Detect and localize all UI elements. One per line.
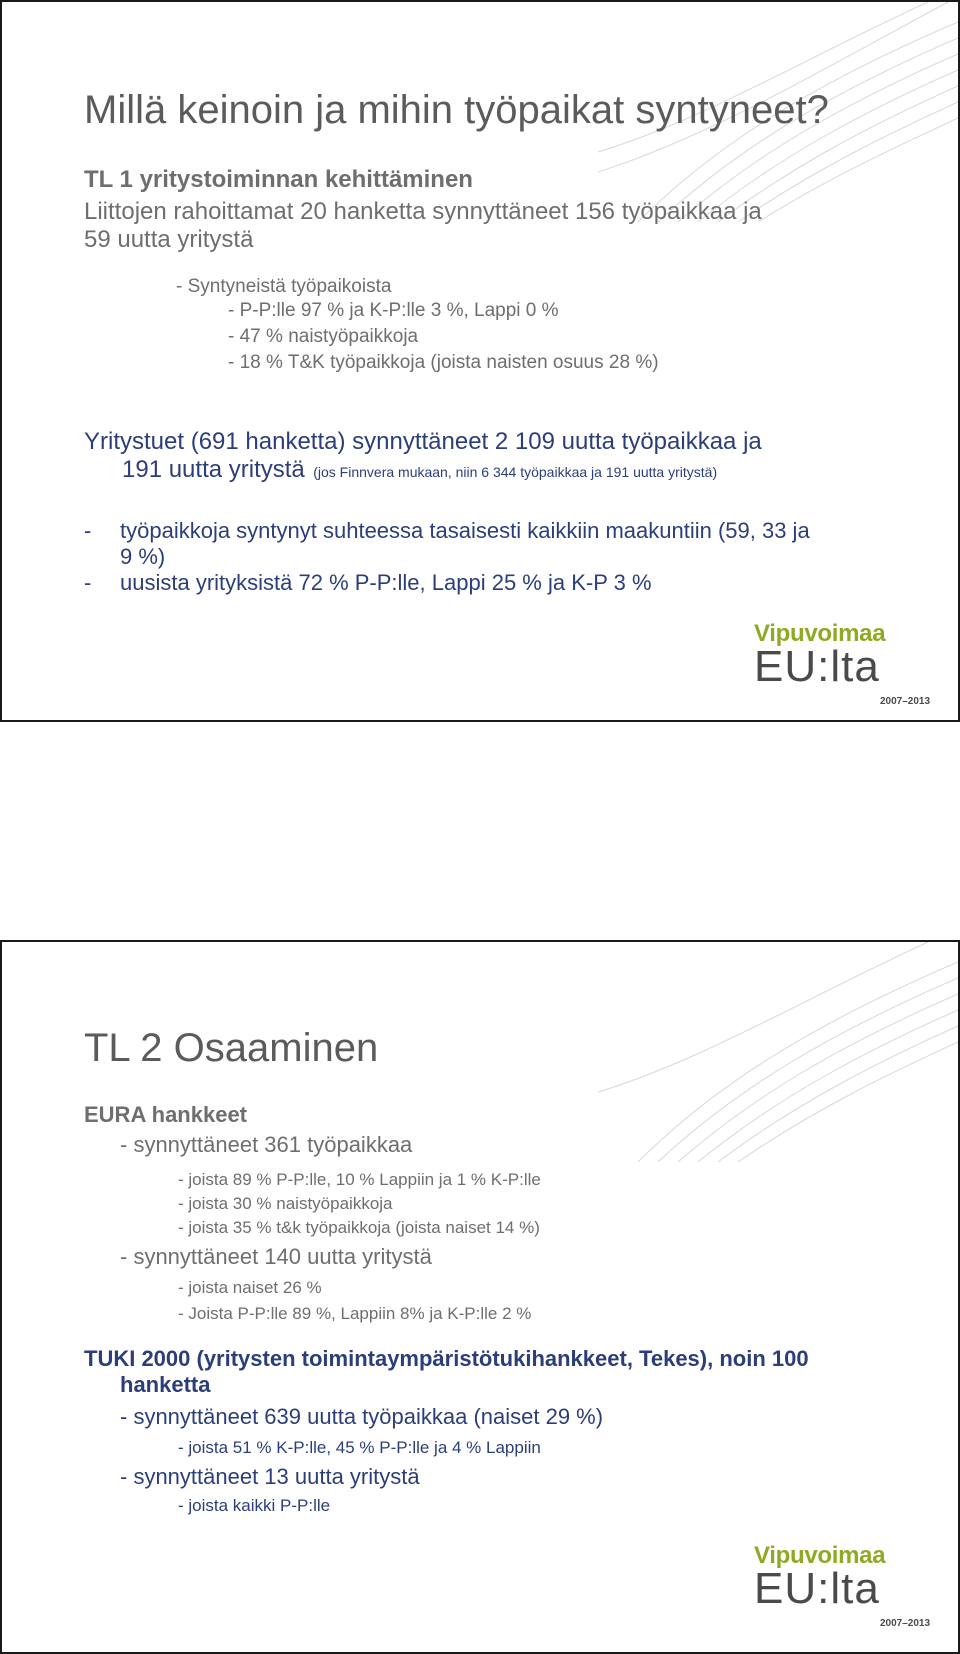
yritystuet-line-1: Yritystuet (691 hanketta) synnyttäneet 2 109 uutta työpaikkaa ja [84,428,762,455]
logo-mark: EU:lta [754,642,880,691]
logo-mark: EU:lta [754,1564,880,1613]
slide-2 [0,940,960,1654]
vipuvoimaa-logo [754,1542,944,1632]
eura-companies-sub: - joista naiset 26 % [178,1278,322,1297]
logo-years: 2007–2013 [880,1618,931,1629]
list-dash: - [84,570,92,595]
slide-title: TL 2 Osaaminen [84,1026,379,1070]
logo-tagline: Vipuvoimaa [754,620,886,647]
tuki-jobs: - synnyttäneet 639 uutta työpaikkaa (naiset 29 %) [120,1404,604,1429]
eura-companies: - synnyttäneet 140 uutta yritystä [120,1244,432,1269]
tuki-companies: - synnyttäneet 13 uutta yritystä [120,1464,420,1489]
list-item-1-line-2: 9 %) [120,544,166,569]
eura-jobs: - synnyttäneet 361 työpaikkaa [120,1132,413,1157]
eura-heading: EURA hankkeet [84,1102,248,1127]
list-item-1-line-1: työpaikkoja syntynyt suhteessa tasaisesti kaikkiin maakuntiin (59, 33 ja [120,518,810,543]
intro-line-1: Liittojen rahoittamat 20 hanketta synnyttäneet 156 työpaikkaa ja [84,198,762,225]
eura-jobs-sub: - joista 89 % P-P:lle, 10 % Lappiin ja 1 % K-P:lle [178,1170,541,1189]
tuki-heading-line-1: TUKI 2000 (yritysten toimintaympäristötukihankkeet, Tekes), noin 100 [84,1346,809,1371]
bullet-item: - P-P:lle 97 % ja K-P:lle 3 %, Lappi 0 % [228,300,559,321]
eura-companies-sub: - Joista P-P:lle 89 %, Lappiin 8% ja K-P:lle 2 % [178,1304,532,1323]
bullet-item: - 47 % naistyöpaikkoja [228,326,419,347]
bullet-item: - 18 % T&K työpaikkoja (joista naisten osuus 28 %) [228,352,659,373]
slide-title: Millä keinoin ja mihin työpaikat syntyneet? [84,88,829,132]
list-item-2: uusista yrityksistä 72 % P-P:lle, Lappi 25 % ja K-P 3 % [120,570,652,595]
logo-years: 2007–2013 [880,696,931,707]
eura-jobs-sub: - joista 35 % t&k työpaikkoja (joista naiset 14 %) [178,1218,540,1237]
slide-1 [0,0,960,722]
tuki-companies-sub: - joista kaikki P-P:lle [178,1496,331,1515]
vipuvoimaa-logo [754,620,944,710]
eura-jobs-sub: - joista 30 % naistyöpaikkoja [178,1194,393,1213]
list-dash: - [84,518,92,543]
tuki-heading-line-2: hanketta [120,1372,211,1397]
tl1-heading: TL 1 yritystoiminnan kehittäminen [84,166,473,193]
decorative-swirl-graphic [598,942,958,1162]
finnvera-note: (jos Finnvera mukaan, niin 6 344 työpaikkaa ja 191 uutta yritystä) [313,464,718,480]
sub-heading: - Syntyneistä työpaikoista [176,276,392,297]
intro-line-2: 59 uutta yritystä [84,226,254,253]
tuki-jobs-sub: - joista 51 % K-P:lle, 45 % P-P:lle ja 4 % Lappiin [178,1438,541,1457]
logo-tagline: Vipuvoimaa [754,1542,886,1569]
yritystuet-text: 191 uutta yritystä [122,456,305,483]
yritystuet-line-2 [122,456,717,484]
